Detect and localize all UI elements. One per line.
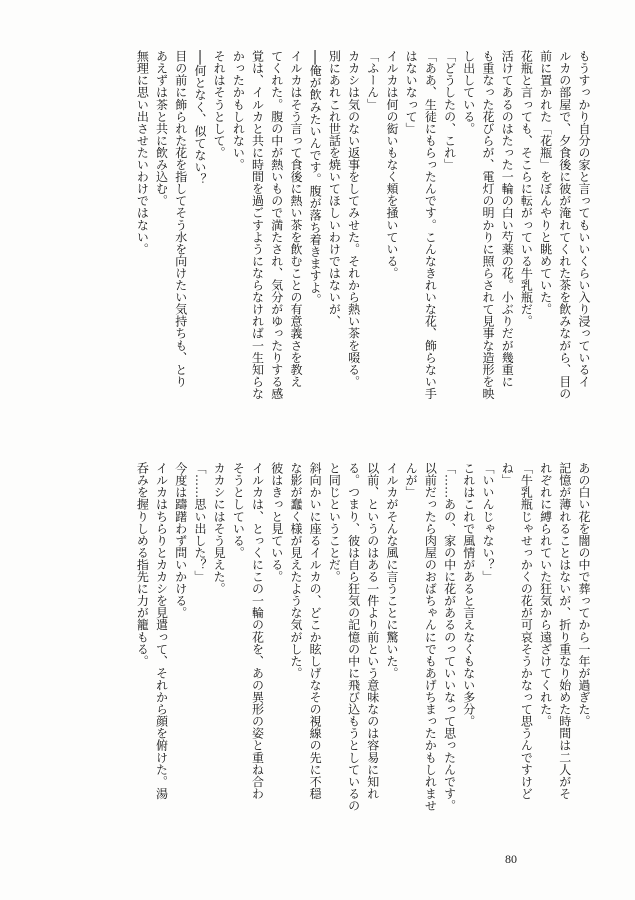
text-column: 活けてあるのはたった一輪の白い芍薬の花。小ぶりだが幾重に: [500, 50, 515, 388]
text-column: んが」: [404, 462, 419, 499]
text-column: 「どうしたの、これ」: [442, 50, 457, 171]
text-column: カカシにはそう見えた。: [212, 462, 227, 595]
text-column: 記憶が薄れることはないが、折り重なり始めた時間は二人がそ: [557, 462, 572, 800]
text-column: イルカはちらりとカカシを見遣って、それから顔を俯けた。湯: [154, 462, 169, 800]
text-column: イルカがそんな風に言うことに驚いた。: [384, 462, 399, 679]
text-column: これはこれで風情があると言えなくもない多分。: [461, 462, 476, 728]
text-column: し出している。: [461, 50, 476, 135]
text-column: イルカは何の衒いもなく頬を掻いている。: [384, 50, 399, 279]
text-column: 花瓶と言っても、そこらに転がっている牛乳瓶だ。: [519, 50, 534, 328]
text-column: 「いいんじゃない？」: [480, 462, 495, 583]
text-column: 以前、というのはある一件より前という意味なのは容易に知れ: [365, 462, 380, 800]
text-column: 今度は躊躇わず問いかける。: [173, 462, 188, 619]
text-column: 無理に思い出させたいわけではない。: [135, 50, 150, 255]
text-column: る。つまり、彼は自ら狂気の記憶の中に飛び込もうとしているの: [346, 462, 361, 812]
text-column: 「……あの、家の中に花があるのっていいなって思ったんです。: [442, 462, 457, 812]
text-column: 目の前に飾られた花を指してそう水を向けたい気持ちも、とり: [173, 50, 188, 388]
text-column: イルカは、とっくにこの一輪の花を、あの異形の姿と重ね合わ: [250, 462, 265, 800]
text-column: カカシは気のない返事をしてみせた。それから熱い茶を啜る。: [346, 50, 361, 388]
text-column: れぞれに縛られていた狂気から遠ざけてくれた。: [538, 462, 553, 728]
text-column: ──俺が飲みたいんです。腹が落ち着きますよ。: [308, 50, 323, 306]
lower-text-block: [48, 462, 593, 840]
text-column: ね」: [500, 462, 515, 487]
text-column: も重なった花びらが、電灯の明かりに照らされて見事な造形を映: [480, 50, 495, 400]
text-column: 覚は、イルカと共に時間を過ごすようにならなければ一生知らな: [250, 50, 265, 400]
text-column: あの白い花を闇の中で葬ってから一年が過ぎた。: [577, 462, 591, 728]
upper-text-block: [48, 50, 593, 428]
text-column: かったかもしれない。: [231, 50, 246, 171]
text-column: ルカの部屋で、夕食後に彼が淹れてくれた茶を飲みながら、目の: [557, 50, 572, 400]
text-column: 「ああ、生徒にもらったんです。こんなきれいな花、飾らない手: [423, 50, 438, 400]
text-column: 呑みを握りしめる指先に力が籠もる。: [135, 462, 150, 667]
text-column: 斜向かいに座るイルカの、どこか眩しげなその視線の先に不穏: [308, 462, 323, 800]
text-column: ──何となく、似てない？: [192, 50, 207, 186]
text-column: 「牛乳瓶じゃせっかくの花が可哀そうかなって思うんですけど: [519, 462, 534, 800]
text-column: 「ふーん」: [365, 50, 380, 111]
text-column: と同じということだ。: [327, 462, 342, 583]
text-column: それはそうとして。: [212, 50, 227, 159]
text-column: 「……思い出した？」: [192, 462, 207, 583]
text-column: あえずは茶と共に飲み込む。: [154, 50, 169, 207]
text-column: 彼はきっと見ている。: [269, 462, 284, 583]
text-column: 前に置かれた「花瓶」をぼんやりと眺めていた。: [538, 50, 553, 316]
text-column: 以前だったら肉屋のおばちゃんにでもあげちまったかもしれませ: [423, 462, 438, 812]
text-column: な影が蠢く様が見えたような気がした。: [288, 462, 303, 679]
text-column: もうすっかり自分の家と言ってもいいくらい入り浸っているイ: [577, 50, 591, 388]
text-column: てくれた。腹の中が熱いもので満たされ、気分がゆったりする感: [269, 50, 284, 400]
text-column: そうとしている。: [231, 462, 246, 559]
text-column: イルカはそう言って食後に熱い茶を飲むことの有意義さを教え: [288, 50, 303, 388]
page-number: 80: [505, 852, 517, 866]
text-column: 別にあれこれ世話を焼いてほしいわけではないが、: [327, 50, 342, 328]
text-column: はないなって」: [404, 50, 419, 135]
